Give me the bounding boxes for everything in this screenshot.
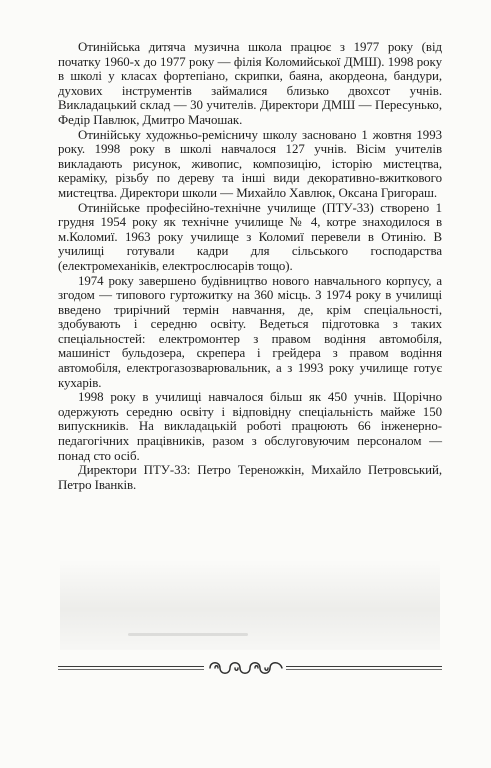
page-ornament	[0, 656, 491, 680]
paragraph-music-school: Отинійська дитяча музична школа працює з 1977 року (від початку 1960-х до 1977 року — філія Коломийської ДМШ). 1998 року в школі у класах фортепіано, скрипки, баяна, акордеона, бандури, духових інструментів займалися близько двохсот учнів. Викладацький склад — 30 учителів. Директори ДМШ — Пересунько, Федір Павлюк, Дмитро Мачошак.	[58, 40, 442, 127]
body-text	[58, 40, 442, 492]
paragraph-vocational-students: 1998 року в училищі навчалося більш як 450 учнів. Щорічно одержують середню освіту і відповідну спеціальність майже 150 випускників. На викладацькій роботі працюють 66 інженерно-педагогічних працівників, разом з обслуговуючим персоналом — понад сто осіб.	[58, 390, 442, 463]
ornament-scroll-icon	[206, 657, 286, 679]
ornament-rule-left	[58, 666, 204, 667]
paragraph-vocational-history: 1974 року завершено будівництво нового навчального корпусу, а згодом — типового гуртожитку на 360 місць. З 1974 року в училищі введено трирічний термін навчання, де, крім спеціальності, здобувають і середню освіту. Ведеться підготовка з таких спеціальностей: електромонтер з правом водіння автомобіля, машиніст бульдозера, скрепера і грейдера з правом водіння автомобіля, електрогазозварювальник, а з 1993 року училище готує кухарів.	[58, 273, 442, 390]
paragraph-vocational-directors: Директори ПТУ-33: Петро Тереножкін, Михайло Петровський, Петро Іванків.	[58, 463, 442, 492]
faded-image-area	[60, 560, 440, 650]
paragraph-art-school: Отинійську художньо-ремісничу школу засновано 1 жовтня 1993 року. 1998 року в школі навчалося 127 учнів. Вісім учителів викладають рисунок, живопис, композицію, історію мистецтва, кераміку, різьбу по дереву та інші види декоративно-вжиткового мистецтва. Директори школи — Михайло Хавлюк, Оксана Григораш.	[58, 127, 442, 200]
paragraph-vocational-school: Отинійське професійно-технічне училище (ПТУ-33) створено 1 грудня 1954 року як технічне училище № 4, котре знаходилося в м.Коломиї. 1963 року училище з Коломиї перевели в Отинію. В училищі готували кадри для сільського господарства (електромеханіків, електрослюсарів тощо).	[58, 200, 442, 273]
ornament-rule-left-thin	[58, 669, 204, 670]
faded-caption-trace	[128, 633, 248, 636]
ornament-rule-right-thin	[286, 669, 442, 670]
ornament-rule-right	[286, 666, 442, 667]
